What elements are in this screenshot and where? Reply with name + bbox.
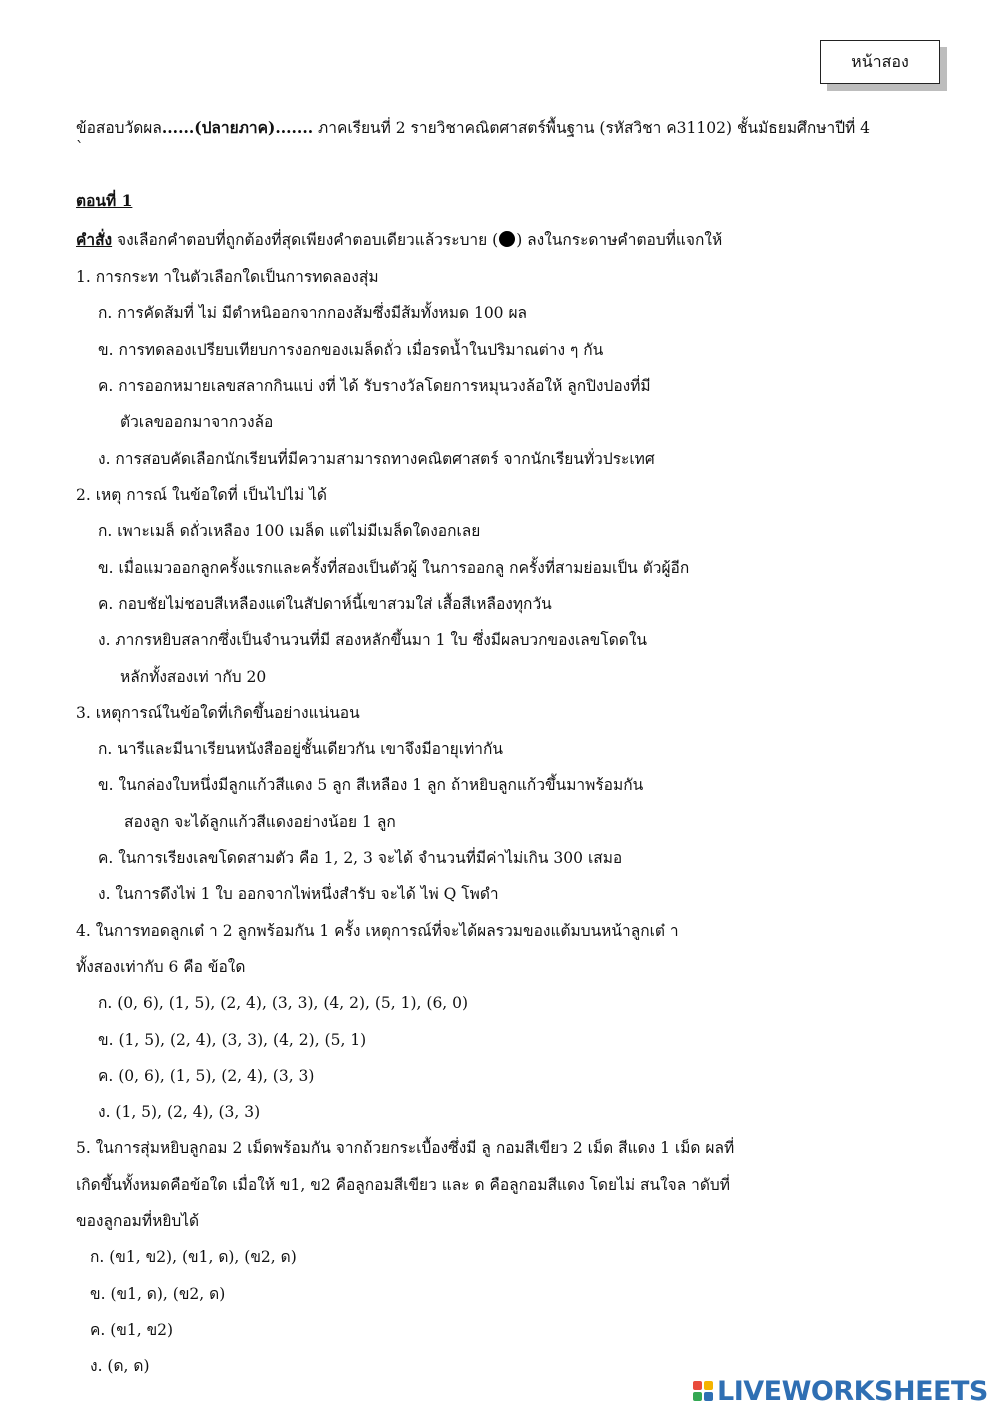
q5-choice-a: ก. (ข1, ข2), (ข1, ด), (ข2, ด) xyxy=(90,1248,297,1266)
q3-choice-d: ง. ในการดึงไพ่ 1 ใบ ออกจากไพ่หนึ่งสำรับ จะได้ ไพ่ Q โพดำ xyxy=(98,885,499,903)
q4-choice-d: ง. (1, 5), (2, 4), (3, 3) xyxy=(98,1103,261,1121)
q4-stem: 4. ในการทอดลูกเต๋ า 2 ลูกพร้อมกัน 1 ครั้ง เหตุการณ์ที่จะได้ผลรวมของแต้มบนหน้าลูกเต๋ า xyxy=(76,922,679,940)
section-title: ตอนที่ 1 xyxy=(76,191,133,210)
q2-choice-d-cont: หลักทั้งสองเท่ ากับ 20 xyxy=(120,668,267,686)
q1-choice-b: ข. การทดลองเปรียบเทียบการงอกของเมล็ดถั่ว เมื่อรดน้ำในปริมาณต่าง ๆ กัน xyxy=(98,341,604,359)
q5-stem: 5. ในการสุ่มหยิบลูกอม 2 เม็ดพร้อมกัน จากถ้วยกระเบื้องซึ่งมี ลู กอมสีเขียว 2 เม็ด สีแดง 1 เม็ด ผลที่ xyxy=(76,1139,735,1157)
liveworksheets-logo-text: LIVEWORKSHEETS xyxy=(717,1375,988,1407)
q3-choice-b: ข. ในกล่องใบหนึ่งมีลูกแก้วสีแดง 5 ลูก สีเหลือง 1 ลูก ถ้าหยิบลูกแก้วขึ้นมาพร้อมกัน xyxy=(98,776,644,794)
q2-choice-c: ค. กอบชัยไม่ชอบสีเหลืองแต่ในสัปดาห์นี้เขาสวมใส่ เสื้อสีเหลืองทุกวัน xyxy=(98,595,552,613)
instruction-label: คำสั่ง xyxy=(76,230,113,249)
q4-choice-a: ก. (0, 6), (1, 5), (2, 4), (3, 3), (4, 2), (5, 1), (6, 0) xyxy=(98,994,469,1012)
q3-stem: 3. เหตุการณ์ในข้อใดที่เกิดขึ้นอย่างแน่นอน xyxy=(76,704,360,722)
header-prefix: ข้อสอบวัดผล xyxy=(76,119,162,137)
q5-stem-cont: เกิดขึ้นทั้งหมดคือข้อใด เมื่อให้ ข1, ข2 คือลูกอมสีเขียว และ ด คือลูกอมสีแดง โดยไม่ สนใจล าดับที่ xyxy=(76,1176,730,1194)
page-label-box xyxy=(820,40,940,84)
header-suffix: ภาคเรียนที่ 2 รายวิชาคณิตศาสตร์พื้นฐาน (รหัสวิชา ค31102) ชั้นมัธยมศึกษาปีที่ 4 xyxy=(313,119,871,137)
q2-choice-b: ข. เมื่อแมวออกลูกครั้งแรกและครั้งที่สองเป็นตัวผู้ ในการออกลู กครั้งที่สามย่อมเป็น ตัวผู้อีก xyxy=(98,559,690,577)
q4-choice-b: ข. (1, 5), (2, 4), (3, 3), (4, 2), (5, 1) xyxy=(98,1031,367,1049)
header-exam-type: ......(ปลายภาค)....... xyxy=(161,118,314,137)
q2-choice-d: ง. ภากรหยิบสลากซึ่งเป็นจำนวนที่มี สองหลักขึ้นมา 1 ใบ ซึ่งมีผลบวกของเลขโดดใน xyxy=(98,631,648,649)
q1-choice-a: ก. การคัดส้มที่ ไม่ มีตำหนิออกจากกองส้มซึ่งมีส้มทั้งหมด 100 ผล xyxy=(98,304,528,322)
instruction-text-after: ) ลงในกระดาษคำตอบที่แจกให้ xyxy=(516,231,723,249)
header-tick: ` xyxy=(76,139,84,157)
q5-choice-d: ง. (ด, ด) xyxy=(90,1357,150,1375)
q3-choice-a: ก. นารีและมีนาเรียนหนังสืออยู่ชั้นเดียวกัน เขาจึงมีอายุเท่ากัน xyxy=(98,740,503,758)
q5-choice-b: ข. (ข1, ด), (ข2, ด) xyxy=(90,1285,226,1303)
liveworksheets-logo xyxy=(693,1376,988,1406)
filled-circle-icon xyxy=(499,231,515,247)
q5-choice-c: ค. (ข1, ข2) xyxy=(90,1321,174,1339)
page-label: หน้าสอง xyxy=(851,51,909,71)
q3-choice-c: ค. ในการเรียงเลขโดดสามตัว คือ 1, 2, 3 จะได้ จำนวนที่มีค่าไม่เกิน 300 เสมอ xyxy=(98,849,623,867)
q3-choice-b-cont: สองลูก จะได้ลูกแก้วสีแดงอย่างน้อย 1 ลูก xyxy=(124,813,396,831)
q2-stem: 2. เหตุ การณ์ ในข้อใดที่ เป็นไปไม่ ได้ xyxy=(76,486,327,504)
q4-stem-cont: ทั้งสองเท่ากับ 6 คือ ข้อใด xyxy=(76,958,246,976)
q1-stem: 1. การกระท าในตัวเลือกใดเป็นการทดลองสุ่ม xyxy=(76,268,379,286)
q5-stem-cont-2: ของลูกอมที่หยิบได้ xyxy=(76,1212,200,1230)
q4-choice-c: ค. (0, 6), (1, 5), (2, 4), (3, 3) xyxy=(98,1067,315,1085)
liveworksheets-logo-icon xyxy=(693,1381,713,1401)
q1-choice-c-cont: ตัวเลขออกมาจากวงล้อ xyxy=(120,413,274,431)
q1-choice-d: ง. การสอบคัดเลือกนักเรียนที่มีความสามารถทางคณิตศาสตร์ จากนักเรียนทั่วประเทศ xyxy=(98,450,655,468)
instruction-text-before: จงเลือกคำตอบที่ถูกต้องที่สุดเพียงคำตอบเดียวแล้วระบาย ( xyxy=(112,231,499,249)
instruction xyxy=(76,230,722,250)
exam-header xyxy=(76,118,870,138)
q2-choice-a: ก. เพาะเมล็ ดถั่วเหลือง 100 เมล็ด แต่ไม่มีเมล็ดใดงอกเลย xyxy=(98,522,481,540)
q1-choice-c: ค. การออกหมายเลขสลากกินแบ่ งที่ ได้ รับรางวัลโดยการหมุนวงล้อให้ ลูกปิงปองที่มี xyxy=(98,377,651,395)
